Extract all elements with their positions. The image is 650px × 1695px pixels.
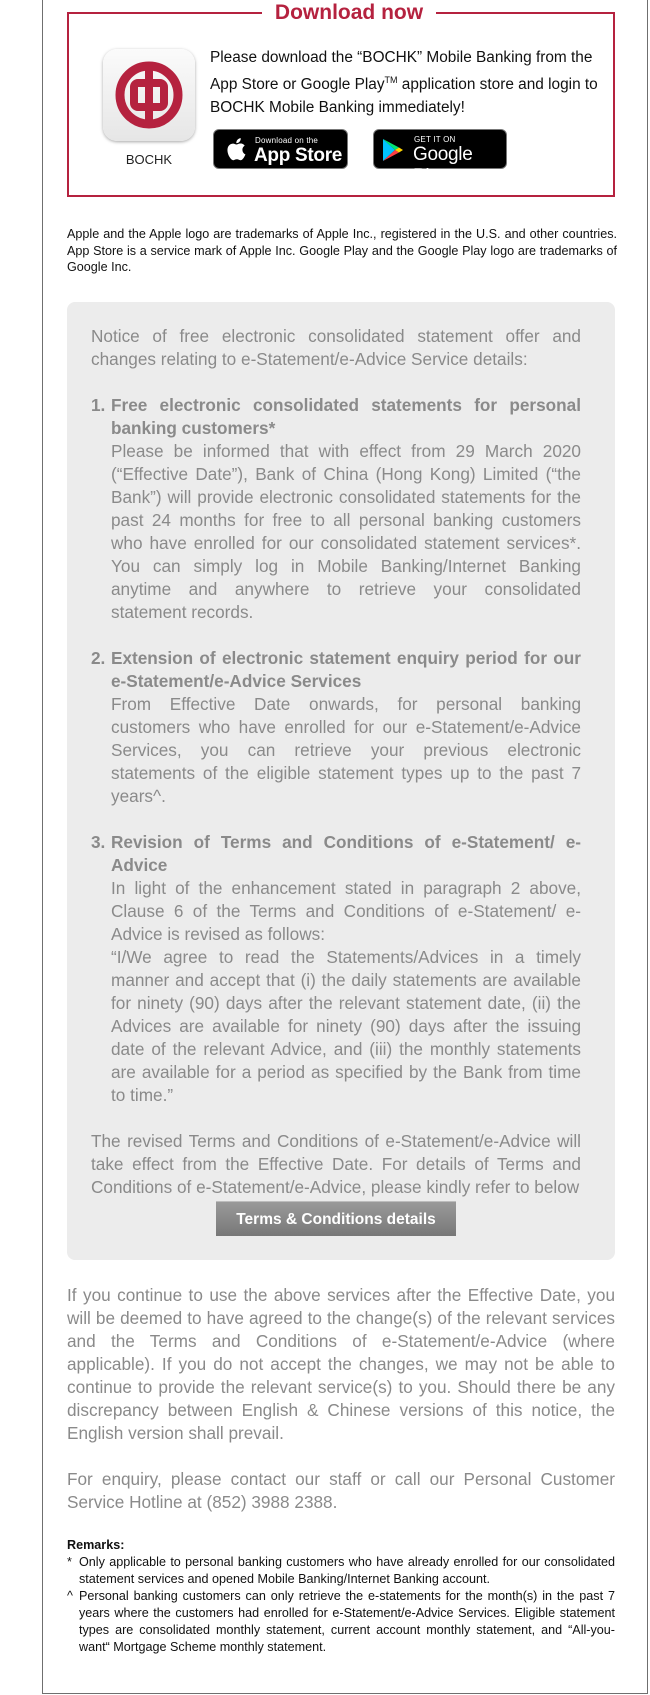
notice-content	[91, 325, 581, 1199]
app-store-big-label: App Store	[254, 145, 343, 166]
app-label: BOCHK	[125, 152, 173, 167]
google-play-logo-icon	[382, 138, 404, 162]
continue-text: If you continue to use the above services after the Effective Date, you will be deemed to have agreed to the change(s) of the relevant services and the Terms and Conditions of e-Statement/e-Advice (where applicable). If you do not accept the changes, we may not be able to continue to provide the relevant service(s) to you. Should there be any discrepancy between English & Chinese versions of this notice, the English version shall prevail.	[67, 1285, 615, 1443]
notice-item-1	[91, 394, 581, 624]
remark-mark: ^	[67, 1589, 73, 1603]
item-quote: “I/We agree to read the Statements/Advices in a timely manner and accept that (i) the daily statements are available for ninety (90) days after the relevant statement date, (ii) the Advices are available for ninety (90) days after the issuing date of the relevant Advice, and (iii) the monthly statements are available for a period as specified by the Bank from time to time.”	[111, 947, 581, 1105]
bochk-app-icon[interactable]	[103, 49, 195, 141]
notice-item-2	[91, 647, 581, 808]
item-body: From Effective Date onwards, for personal banking customers who have enrolled for our e-Statement/e-Advice Services, you can retrieve your previous electronic statements of the eligible statement types up to the past 7 years^.	[111, 694, 581, 806]
remark-item	[67, 1554, 615, 1588]
remark-text: Only applicable to personal banking customers who have already enrolled for our consolidated statement services and opened Mobile Banking/Internet Banking account.	[79, 1555, 615, 1586]
google-play-button[interactable]	[373, 129, 507, 187]
item-number: 1.	[91, 395, 106, 415]
google-play-big-label: Google Play	[413, 144, 473, 187]
item-heading: Free electronic consolidated statements for personal banking customers*	[111, 395, 581, 438]
notice-closing: The revised Terms and Conditions of e-Statement/e-Advice will take effect from the Effective Date. For details of Terms and Conditions of e-Statement/e-Advice, please kindly refer to below	[91, 1131, 581, 1197]
item-body: In light of the enhancement stated in paragraph 2 above, Clause 6 of the Terms and Conditions of e-Statement/ e-Advice is revised as follows:	[111, 878, 581, 944]
notice-intro: Notice of free electronic consolidated statement offer and changes relating to e-Statement/e-Advice Service details:	[91, 326, 581, 369]
enquiry-text: For enquiry, please contact our staff or call our Personal Customer Service Hotline at (852) 3988 2388.	[67, 1469, 615, 1512]
item-heading: Extension of electronic statement enquiry period for our e-Statement/e-Advice Services	[111, 648, 581, 691]
remarks-section	[67, 1537, 615, 1656]
apple-logo-icon	[226, 137, 246, 161]
app-store-small-label: Download on the	[255, 136, 319, 145]
remark-text: Personal banking customers can only retrieve the e-statements for the month(s) in the past 7 years where the customers had enrolled for e-Statement/e-Advice Services. Eligible statement types are consolidated monthly statement, current account monthly statement, and “All-you-want“ Mortgage Scheme monthly statement.	[79, 1589, 615, 1654]
terms-conditions-button[interactable]: Terms & Conditions details	[216, 1201, 456, 1236]
google-play-small-label: GET IT ON	[414, 135, 456, 144]
item-number: 3.	[91, 832, 106, 852]
item-number: 2.	[91, 648, 106, 668]
item-body: Please be informed that with effect from 29 March 2020 (“Effective Date”), Bank of China (Hong Kong) Limited (“the Bank”) will provide electronic consolidated statements for the past 24 months for free to all personal banking customers who have enrolled for our consolidated statement services*. You can simply log in Mobile Banking/Internet Banking anytime and anywhere to retrieve your consolidated statement records.	[111, 441, 581, 622]
remark-item	[67, 1588, 615, 1656]
continue-section	[67, 1284, 615, 1514]
download-title: Download now	[262, 0, 436, 26]
item-heading: Revision of Terms and Conditions of e-Statement/ e-Advice	[111, 832, 581, 875]
notice-item-3	[91, 831, 581, 1107]
remarks-title: Remarks:	[67, 1538, 125, 1552]
trademark-note: Apple and the Apple logo are trademarks of Apple Inc., registered in the U.S. and other countries. App Store is a service mark of Apple Inc. Google Play and the Google Play logo are trademarks of Google Inc.	[67, 227, 617, 274]
remark-mark: *	[67, 1555, 72, 1569]
download-instructions: Please download the “BOCHK” Mobile Banking from the App Store or Google Play™ application store and login to BOCHK Mobile Banking immediately!	[210, 49, 598, 117]
app-store-button[interactable]	[213, 129, 348, 169]
bank-of-china-logo-icon	[113, 59, 185, 131]
